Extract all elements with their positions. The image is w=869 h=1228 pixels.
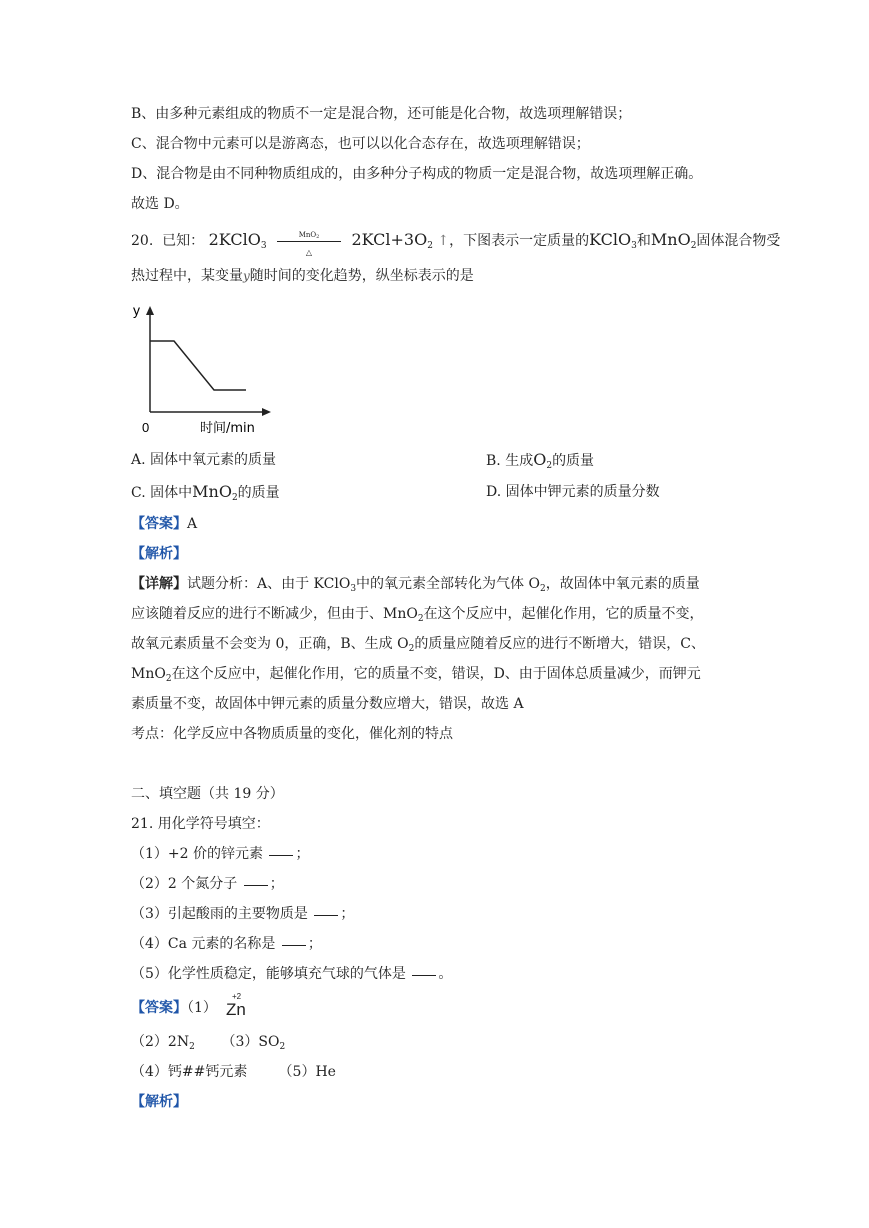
- gas-arrow-icon: ↑: [437, 233, 450, 249]
- zinc-valence-answer: +2 Zn: [226, 992, 246, 1019]
- zinc-charge: +2: [232, 992, 242, 1001]
- q20-products: $2KCl+3O_2$: [351, 230, 433, 251]
- q20-detail-line1: 【详解】试题分析：A、由于 KClO$_3$中的氧元素全部转化为气体 $O_2$，故固体中氧元素的质量: [131, 576, 700, 594]
- x-axis-arrow: [262, 408, 271, 416]
- q20-option-c: C. 固体中MnO$_2$的质量: [131, 482, 280, 503]
- q21-item-4: （4）Ca 元素的名称是 ；: [131, 936, 322, 952]
- paragraph-option-b: B、由多种元素组成的物质不一定是混合物，还可能是化合物，故选项理解错误；: [131, 106, 632, 122]
- q20-line1: 20. 已知： 2KClO$_3$ MnO$_2$ △ $2KCl+3O_2$ ↑，下图表示一定质量的KClO$_3$和MnO$_2$固体混合物受: [131, 230, 780, 256]
- q21-item-2: （2）2 个氮分子 ；: [131, 876, 284, 892]
- reaction-arrow: [277, 231, 341, 257]
- q21-analysis-label: 【解析】: [131, 1094, 187, 1110]
- catalyst-label: MnO$_2$: [298, 231, 320, 240]
- q20-reactant: 2KClO$_3$: [208, 230, 267, 251]
- q20-number: 20.: [131, 233, 154, 249]
- q21-item-3: （3）引起酸雨的主要物质是 ；: [131, 906, 355, 922]
- graph-origin: 0: [142, 420, 150, 435]
- paragraph-option-c: C、混合物中元素可以是游离态，也可以以化合态存在，故选项理解错误；: [131, 136, 590, 152]
- q20-detail-line3: 故氧元素质量不会变为 0，正确，B、生成 $O_2$的质量应随着反应的进行不断增大，错误，C、: [131, 636, 706, 654]
- graph-x-label: 时间/min: [200, 421, 255, 436]
- heat-symbol: △: [305, 248, 313, 257]
- q20-detail-line5: 素质量不变，故固体中钾元素的质量分数应增大，错误，故选 A: [131, 696, 524, 712]
- y-axis-arrow: [146, 306, 154, 315]
- q20-option-a: A. 固体中氧元素的质量: [131, 452, 277, 468]
- trend-graph: [128, 300, 278, 440]
- q21-stem: 21. 用化学符号填空：: [131, 816, 270, 832]
- q21-answer-line2: $(2)2N_2$ $(3)SO_2$: [131, 1034, 286, 1052]
- paragraph-option-d: D、混合物是由不同种物质组成的，由多种分子构成的物质一定是混合物，故选项理解正确。: [131, 166, 703, 182]
- mno2-formula: MnO$_2$: [650, 230, 697, 251]
- q21-item-5: （5）化学性质稳定，能够填充气球的气体是 。: [131, 966, 453, 982]
- q20-option-d: D. 固体中钾元素的质量分数: [486, 484, 660, 500]
- conclusion-19: 故选 D。: [131, 196, 189, 212]
- q21-answer-line1: 【答案】（1）: [131, 1000, 217, 1016]
- q20-analysis-label: 【解析】: [131, 546, 187, 562]
- q20-detail-line2: 应该随着反应的进行不断减少，但由于、MnO$_2$在这个反应中，起催化作用，它的质量不变，: [131, 606, 704, 624]
- q20-known: 已知：: [162, 233, 205, 249]
- trend-line: [150, 341, 246, 390]
- variable-y: y: [243, 269, 250, 283]
- q20-option-b: B. 生成$O_2$的质量: [486, 450, 595, 471]
- graph-y-label: y: [133, 302, 140, 318]
- q20-answer: 【答案】A: [131, 516, 198, 532]
- q21-answer-line3: （4）钙##钙元素 （5）He: [131, 1064, 336, 1080]
- section-heading: 二、填空题（共 19 分）: [131, 786, 284, 802]
- q20-line2: 热过程中，某变量y随时间的变化趋势，纵坐标表示的是: [131, 268, 474, 284]
- q20-keypoint: 考点：化学反应中各物质质量的变化，催化剂的特点: [131, 726, 453, 742]
- q20-detail-line4: MnO$_2$在这个反应中，起催化作用，它的质量不变，错误，D、由于固体总质量减少，而钾元: [131, 666, 701, 684]
- kclo3-formula: KClO$_3$: [589, 230, 637, 251]
- q21-item-1: （1）+2 价的锌元素 ；: [131, 846, 310, 862]
